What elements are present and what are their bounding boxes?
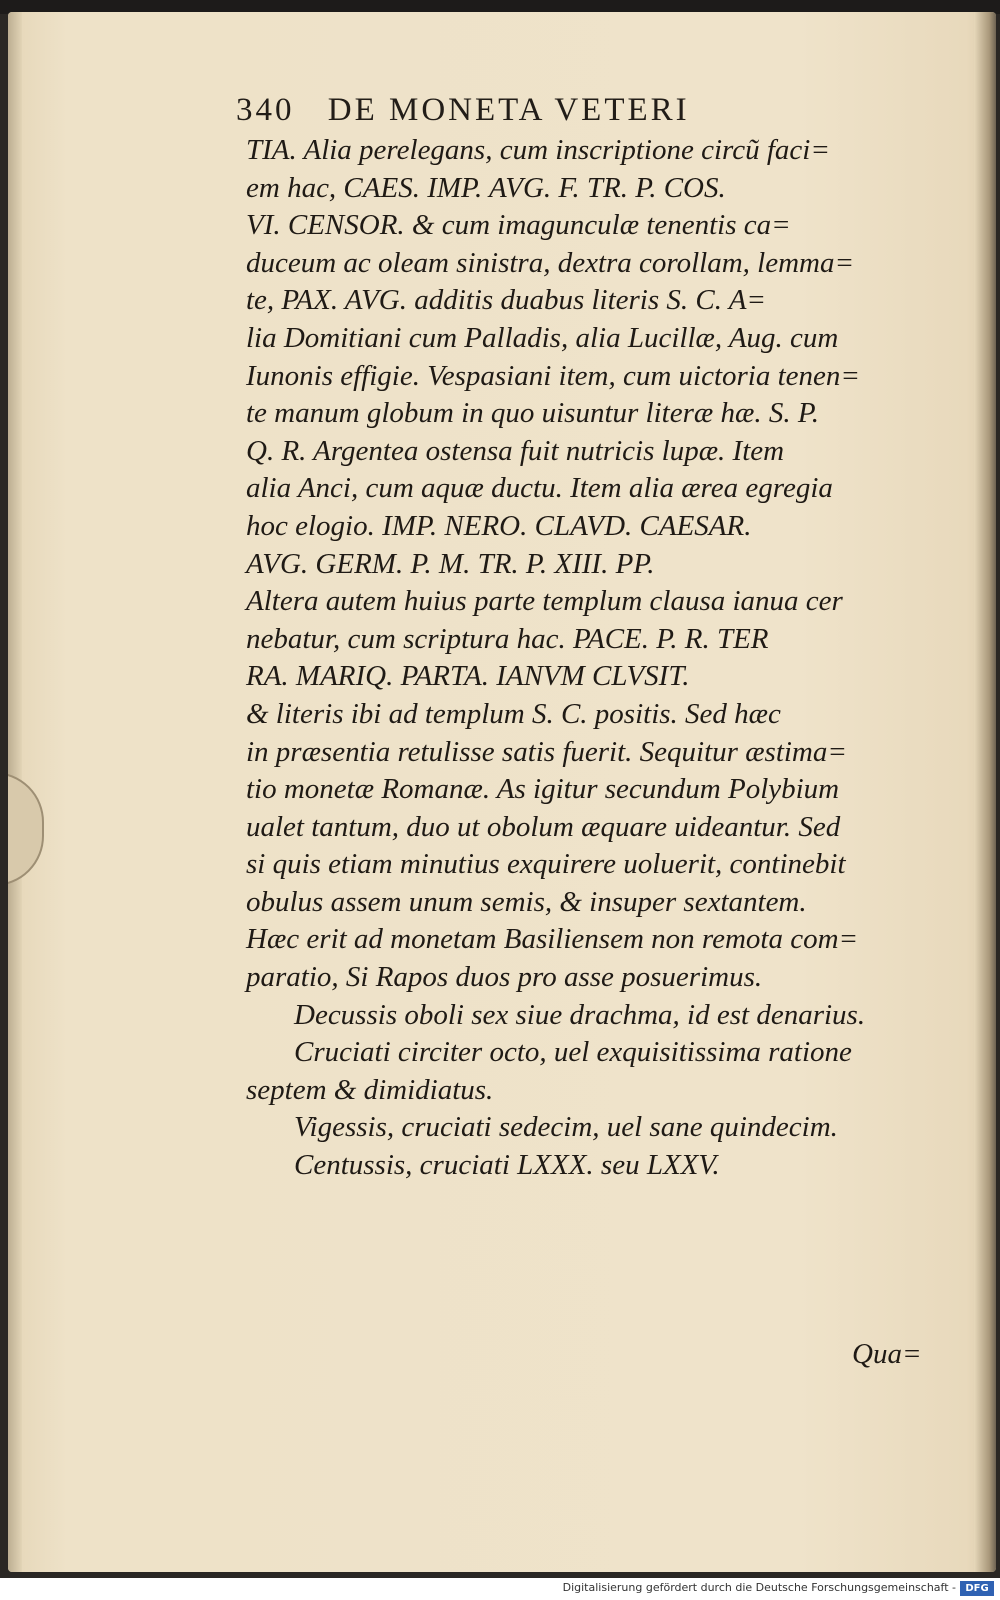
text-line: in præsentia retulisse satis fuerit. Sequitur æstima= bbox=[246, 735, 847, 768]
text-line: hoc elogio. IMP. NERO. CLAVD. CAESAR. bbox=[246, 509, 752, 542]
footer-credit: Digitalisierung gefördert durch die Deutsche Forschungsgemeinschaft - bbox=[562, 1581, 956, 1594]
dfg-logo: DFG bbox=[960, 1581, 994, 1596]
text-line: Altera autem huius parte templum clausa ianua cer bbox=[246, 585, 843, 618]
text-line: Q. R. Argentea ostensa fuit nutricis lupæ. Item bbox=[246, 434, 785, 467]
list-item-continuation: septem & dimidiatus. bbox=[246, 1073, 494, 1106]
text-line: si quis etiam minutius exquirere uoluerit, continebit bbox=[246, 848, 846, 881]
text-line: VI. CENSOR. & cum imagunculæ tenentis ca= bbox=[246, 209, 791, 242]
list-item: Vigessis, cruciati sedecim, uel sane quindecim. bbox=[294, 1111, 838, 1144]
text-line: & literis ibi ad templum S. C. positis. Sed hæc bbox=[246, 697, 781, 730]
body-text bbox=[246, 132, 922, 1185]
text-line: lia Domitiani cum Palladis, alia Lucillæ, Aug. cum bbox=[246, 321, 839, 354]
running-head bbox=[236, 92, 876, 136]
text-line: te, PAX. AVG. additis duabus literis S. C. A= bbox=[246, 284, 767, 317]
text-line: te manum globum in quo uisuntur literæ hæ. S. P. bbox=[246, 397, 820, 430]
text-line: Hæc erit ad monetam Basiliensem non remota com= bbox=[246, 923, 859, 956]
text-line: em hac, CAES. IMP. AVG. F. TR. P. COS. bbox=[246, 171, 726, 204]
text-line: RA. MARIQ. PARTA. IANVM CLVSIT. bbox=[246, 660, 690, 693]
page-number: 340 bbox=[236, 92, 295, 128]
text-line: nebatur, cum scriptura hac. PACE. P. R. TER bbox=[246, 622, 769, 655]
text-line: duceum ac oleam sinistra, dextra corollam, lemma= bbox=[246, 246, 855, 279]
text-line: paratio, Si Rapos duos pro asse posuerimus. bbox=[246, 961, 763, 994]
text-line: obulus assem unum semis, & insuper sextantem. bbox=[246, 885, 807, 918]
text-line: ualet tantum, duo ut obolum æquare uideantur. Sed bbox=[246, 810, 841, 843]
text-line: alia Anci, cum aquæ ductu. Item alia ærea egregia bbox=[246, 472, 833, 505]
text-line: TIA. Alia perelegans, cum inscriptione circũ faci= bbox=[246, 134, 830, 166]
bookmark-tab bbox=[8, 772, 44, 886]
running-head-title: DE MONETA VETERI bbox=[327, 92, 690, 128]
list-item: Cruciati circiter octo, uel exquisitissima ratione bbox=[294, 1036, 852, 1069]
page-edge bbox=[974, 12, 996, 1572]
text-line: AVG. GERM. P. M. TR. P. XIII. PP. bbox=[246, 547, 655, 580]
text-line: tio monetæ Romanæ. As igitur secundum Polybium bbox=[246, 773, 840, 806]
list-item: Centussis, cruciati LXXX. seu LXXV. bbox=[294, 1149, 720, 1182]
catchword: Qua= bbox=[852, 1338, 922, 1370]
list-item: Decussis oboli sex siue drachma, id est denarius. bbox=[294, 998, 866, 1031]
text-line: Iunonis effigie. Vespasiani item, cum uictoria tenen= bbox=[246, 359, 860, 392]
